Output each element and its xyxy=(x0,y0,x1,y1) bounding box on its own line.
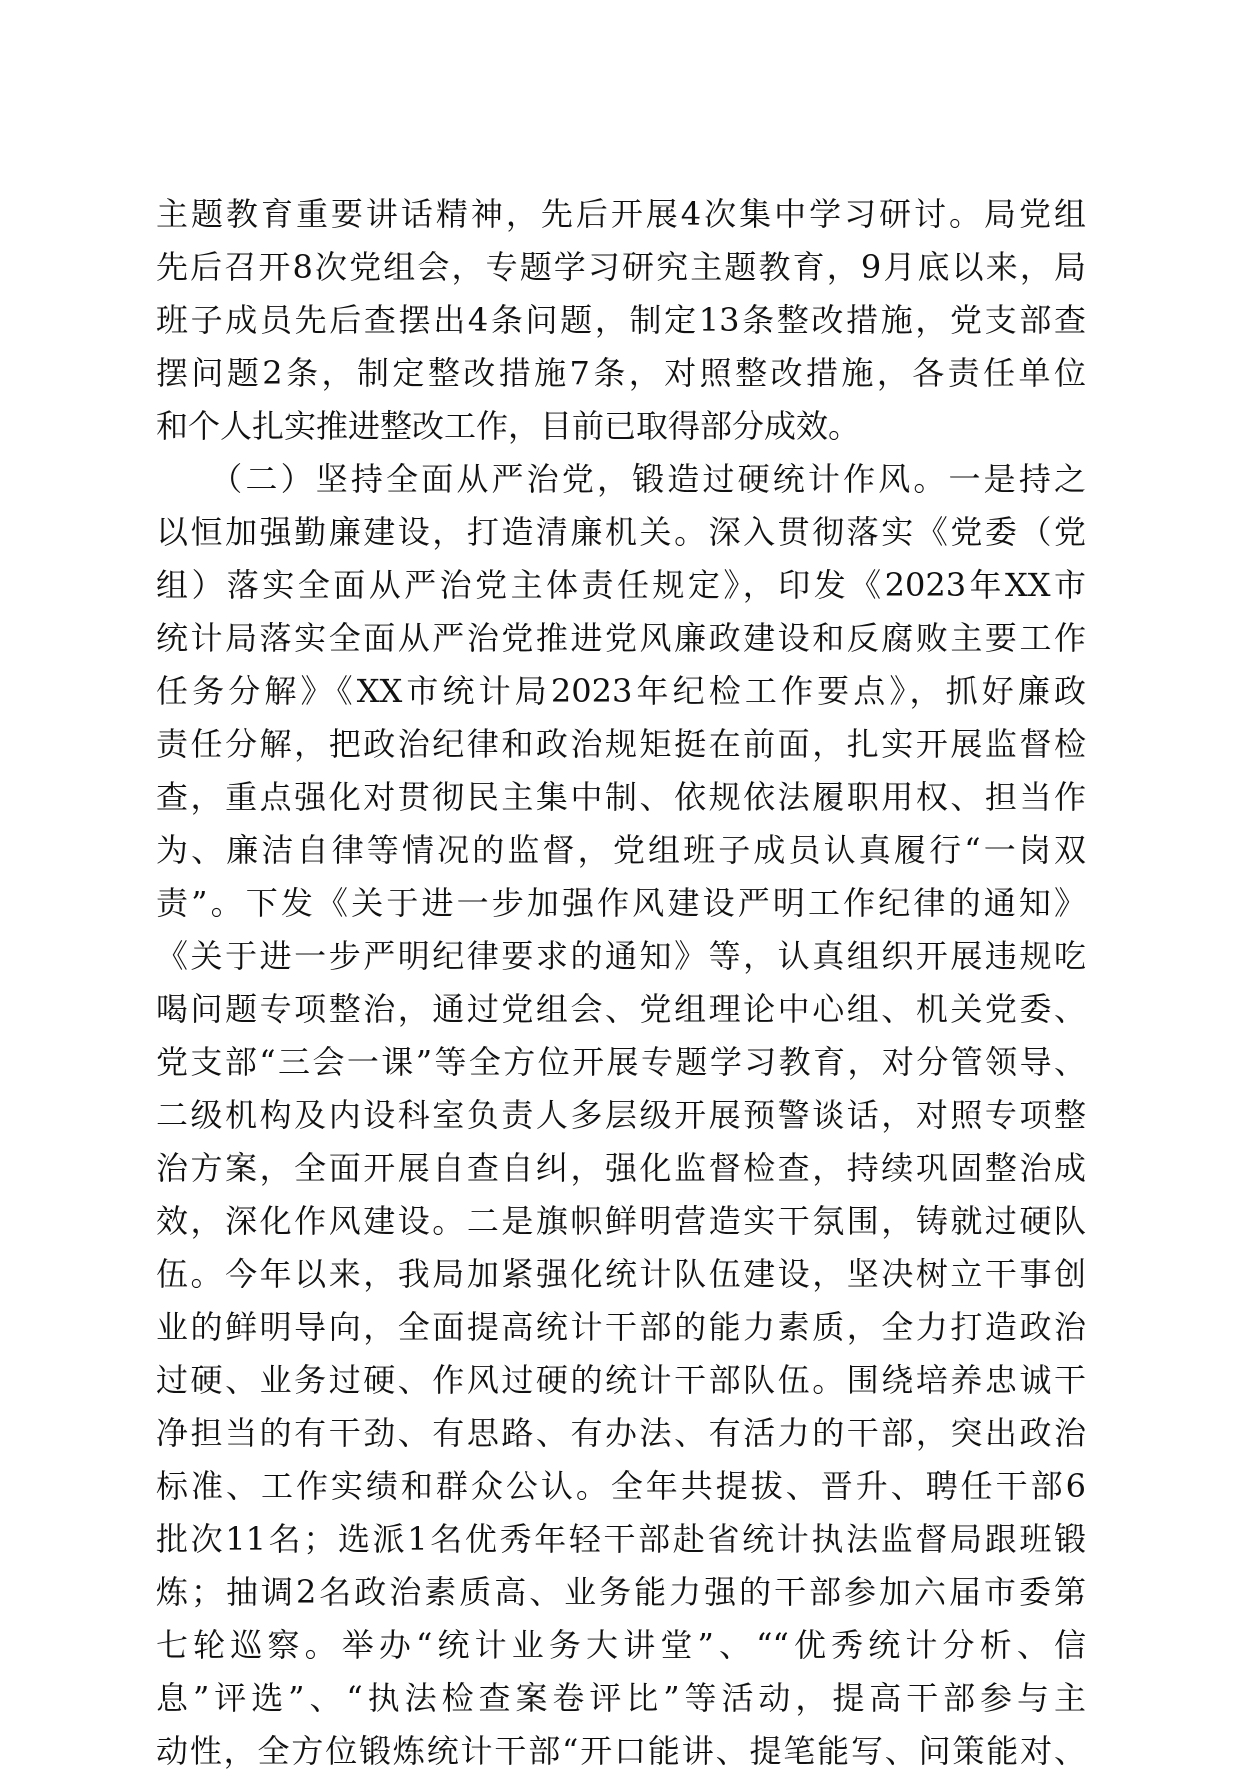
text-line: 净担当的有干劲、有思路、有办法、有活力的干部，突出政治 xyxy=(156,1414,1086,1452)
text-line: 主题教育重要讲话精神，先后开展4次集中学习研讨。局党组 xyxy=(156,195,1086,233)
text-line: 责任分解，把政治纪律和政治规矩挺在前面，扎实开展监督检 xyxy=(156,725,1086,763)
text-line: 标准、工作实绩和群众公认。全年共提拔、晋升、聘任干部6 xyxy=(156,1467,1086,1505)
text-line: 伍。今年以来，我局加紧强化统计队伍建设，坚决树立干事创 xyxy=(156,1255,1086,1293)
text-line: 任务分解》《XX市统计局2023年纪检工作要点》，抓好廉政 xyxy=(156,672,1086,710)
text-line: 责”。下发《关于进一步加强作风建设严明工作纪律的通知》 xyxy=(156,884,1086,922)
text-line: 班子成员先后查摆出4条问题，制定13条整改措施，党支部查 xyxy=(156,301,1086,339)
text-line: 过硬、业务过硬、作风过硬的统计干部队伍。围绕培养忠诚干 xyxy=(156,1361,1086,1399)
text-line: 批次11名；选派1名优秀年轻干部赴省统计执法监督局跟班锻 xyxy=(156,1520,1086,1558)
text-line: 统计局落实全面从严治党推进党风廉政建设和反腐败主要工作 xyxy=(156,619,1086,657)
text-line: 七轮巡察。举办“统计业务大讲堂”、““优秀统计分析、信 xyxy=(156,1626,1086,1664)
text-line: 效，深化作风建设。二是旗帜鲜明营造实干氛围，铸就过硬队 xyxy=(156,1202,1086,1240)
text-line: 业的鲜明导向，全面提高统计干部的能力素质，全力打造政治 xyxy=(156,1308,1086,1346)
text-line: 党支部“三会一课”等全方位开展专题学习教育，对分管领导、 xyxy=(156,1043,1086,1081)
text-line: 和个人扎实推进整改工作，目前已取得部分成效。 xyxy=(156,407,861,445)
text-line: 《关于进一步严明纪律要求的通知》等，认真组织开展违规吃 xyxy=(156,937,1086,975)
text-line: 治方案，全面开展自查自纠，强化监督检查，持续巩固整治成 xyxy=(156,1149,1086,1187)
section-heading-line: （二）坚持全面从严治党，锻造过硬统计作风。一是持之 xyxy=(156,460,1086,498)
text-line: 以恒加强勤廉建设，打造清廉机关。深入贯彻落实《党委（党 xyxy=(156,513,1086,551)
text-line: 摆问题2条，制定整改措施7条，对照整改措施，各责任单位 xyxy=(156,354,1086,392)
text-line: 二级机构及内设科室负责人多层级开展预警谈话，对照专项整 xyxy=(156,1096,1086,1134)
document-body xyxy=(156,188,1086,1778)
text-line: 先后召开8次党组会，专题学习研究主题教育，9月底以来，局 xyxy=(156,248,1086,286)
text-line: 为、廉洁自律等情况的监督，党组班子成员认真履行“一岗双 xyxy=(156,831,1086,869)
text-line: 息”评选”、“执法检查案卷评比”等活动，提高干部参与主 xyxy=(156,1679,1086,1717)
text-line: 炼；抽调2名政治素质高、业务能力强的干部参加六届市委第 xyxy=(156,1573,1086,1611)
text-line: 组）落实全面从严治党主体责任规定》，印发《2023年XX市 xyxy=(156,566,1086,604)
text-line: 查，重点强化对贯彻民主集中制、依规依法履职用权、担当作 xyxy=(156,778,1086,816)
text-line: 喝问题专项整治，通过党组会、党组理论中心组、机关党委、 xyxy=(156,990,1086,1028)
text-line: 动性，全方位锻炼统计干部“开口能讲、提笔能写、问策能对、 xyxy=(156,1732,1086,1770)
